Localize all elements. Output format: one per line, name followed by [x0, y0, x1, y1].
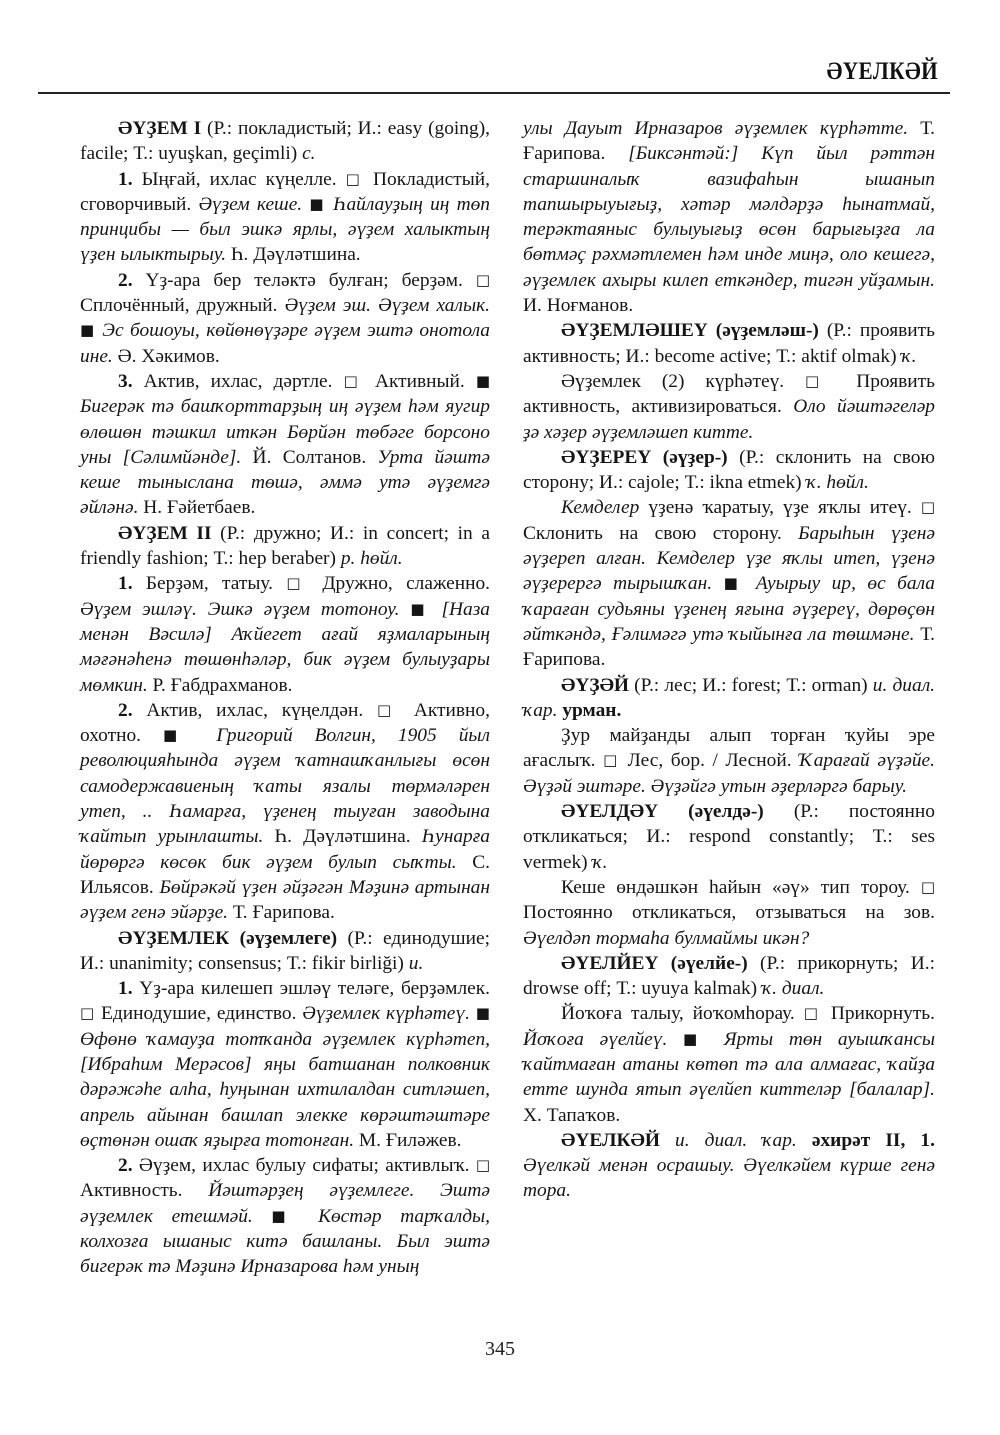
text-run: [431, 599, 442, 620]
text-run: [744, 573, 755, 594]
empty-square-icon: □: [475, 1156, 491, 1175]
example-text: Ярты төн ауышҡансы ҡайтмаған атаны көтөп тә ала алмағас, ҡайҙа етте шунда ятып әүелйеп киттеләр [балалар].: [523, 1028, 935, 1101]
headword-or-sense-number: әхирәт II, 1.: [811, 1129, 935, 1151]
dictionary-paragraph: [523, 369, 935, 445]
headword-or-sense-number: 2.: [118, 1155, 139, 1177]
column-left: [80, 116, 490, 1280]
example-text: Әүелкәй менән осрашыу. Әүелкәйем күрше генә тора.: [523, 1155, 935, 1202]
example-text: Һайлауҙың иң төп принцибы — был эшкә ярлы, әүҙем халыктың үҙен ылыктырыу.: [80, 193, 490, 266]
dictionary-paragraph: [523, 445, 935, 496]
empty-square-icon: □: [475, 270, 490, 289]
example-text: и. диал. ҡар.: [675, 1129, 797, 1151]
dictionary-paragraph: [523, 723, 935, 799]
text-run: Активно, охотно.: [80, 699, 490, 747]
text-run: [797, 1130, 812, 1151]
page-number: 345: [485, 1338, 515, 1360]
dictionary-paragraph: [523, 1128, 935, 1204]
text-run: Т. Ғарипова.: [228, 902, 335, 924]
example-text: Өфөнө ҡамауҙа тотҡанда әүҙемлек күрһәтеп, [Ибраһим Мерәсов] яңы батшанан полковник дәрәжәһе алһа, һуңынан ихтилалдан ситләшеп, апрель айынан башлап элекке көрәштәштәре өҫтөнән ошаҡ яҙырға тотонған.: [80, 1028, 490, 1151]
text-run: Р. Ғабдрахманов.: [147, 674, 293, 696]
headword-or-sense-number: ӘҮЕЛКӘЙ: [561, 1129, 676, 1151]
text-run: [708, 1029, 724, 1050]
filled-square-icon: ■: [80, 321, 96, 340]
text-run: Постоянно откликаться, отзываться на зов.: [523, 902, 935, 924]
text-run: Т. Ғарипова.: [523, 118, 935, 165]
text-run: Лес, бор. / Лесной.: [620, 750, 800, 772]
filled-square-icon: ■: [475, 1004, 490, 1023]
filled-square-icon: ■: [163, 726, 195, 745]
text-run: Дружно, слаженно.: [308, 573, 491, 595]
text-run: (Р.: покладистый; И.: easy (going), facile; Т.: uyuşkan, geçimli): [80, 118, 490, 165]
dictionary-paragraph: [80, 926, 490, 977]
example-text: Бөйрәкәй үҙен әйҙәгән Мәҙинә артынан әүҙем генә эйәрҙе.: [80, 876, 490, 924]
example-text: Урта йәштә кеше тыныслана төшә, әммә утә әүҙемгә әйләнә.: [80, 446, 490, 519]
headword-or-sense-number: 2.: [118, 269, 146, 291]
dictionary-paragraph: [523, 1001, 935, 1127]
text-run: [712, 573, 723, 594]
example-text: Әүҙемлек күрһәтеү.: [302, 1003, 470, 1025]
headword-or-sense-number: 2.: [118, 699, 147, 721]
example-text: Ауырыу ир, өс бала ҡараған судьяны үҙенең яғына әүҙереү, дөрөҫөн әйткәндә, Ғәлимәгә утә ҡыйынға ла төшмәне.: [523, 573, 935, 645]
filled-square-icon: ■: [475, 371, 490, 390]
example-text: Барыһын үҙенә әүҙереп алған. Кемделер үҙе яҡлы итеп, үҙенә әүҙерергә тырышҡан.: [523, 522, 935, 595]
text-run: (Р.: дружно; И.: in concert; in a friendly fashion; Т.: hep beraber): [80, 522, 490, 570]
text-run: Н. Ғәйетбаев.: [138, 497, 256, 519]
text-run: Әүҙем, ихлас булыу сифаты; активлыҡ.: [138, 1155, 476, 1177]
empty-square-icon: □: [286, 574, 309, 593]
text-run: Активный.: [363, 370, 476, 392]
headword-or-sense-number: ӘҮҘЕМ I: [118, 118, 208, 139]
text-run: Ҙур майҙанды алып торған ҡуйы эре ағаслыҡ.: [523, 725, 935, 772]
example-text: Бигерәк тә башҡорттарҙың иң әүҙем һәм яугир өлөшөн тәшкил иткән Бөрйән төбәге борсоно уны [Сәлимйәнде].: [80, 396, 490, 468]
example-text: ҡ. һөйл.: [806, 472, 869, 494]
empty-square-icon: □: [376, 700, 401, 719]
text-run: Һ. Дәүләтшина.: [263, 826, 422, 848]
empty-square-icon: □: [920, 877, 935, 896]
text-run: (Р.: единодушие; И.: unanimity; consensus; Т.: fikir birliği): [80, 927, 490, 974]
headword-or-sense-number: ӘҮҘЕМЛӘШЕҮ (әүҙемләш-): [561, 320, 827, 342]
text-run: Единодушие, единство.: [95, 1003, 303, 1025]
empty-square-icon: □: [805, 371, 836, 390]
example-text: р. һөйл.: [340, 548, 403, 570]
example-text: улы Дауыт Ирназаров әүҙемлек күрһәтте.: [523, 118, 909, 139]
example-text: ҡ.: [592, 851, 608, 873]
column-right: [523, 116, 935, 1204]
text-run: Үҙ-ара бер теләктә булған; берҙәм.: [145, 269, 476, 291]
filled-square-icon: ■: [309, 194, 326, 213]
dictionary-paragraph: [523, 495, 935, 672]
empty-square-icon: □: [920, 498, 935, 517]
dictionary-paragraph: [523, 673, 935, 724]
headword-or-sense-number: 1.: [118, 978, 140, 1000]
example-text: и. диал. ҡар.: [523, 674, 935, 721]
headword-or-sense-number: ӘҮЕЛДӘҮ (әүелдә-): [561, 801, 794, 823]
text-run: Әүҙемлек (2) күрһәтеү.: [561, 370, 806, 392]
text-run: Х. Тапаҡов.: [523, 1104, 621, 1126]
empty-square-icon: □: [80, 1004, 96, 1023]
empty-square-icon: □: [603, 751, 621, 770]
example-text: Йәштәрҙең әүҙемлеге. Эштә әүҙемлек етешмәй.: [80, 1180, 490, 1227]
example-text: и.: [408, 952, 424, 974]
text-run: (Р.: склонить на свою сторону; И.: cajole; Т.: ikna etmek): [523, 446, 935, 494]
headword-or-sense-number: 1.: [118, 573, 146, 595]
text-run: [299, 1206, 318, 1227]
empty-square-icon: □: [345, 169, 364, 188]
example-text: Кемделер: [561, 497, 640, 519]
text-run: (Р.: постоянно откликаться; И.: respond constantly; Т.: ses vermek): [523, 801, 935, 873]
text-run: Үҙ-ара килешеп эшләү теләге, берҙәмлек.: [139, 978, 490, 1000]
example-text: Григорий Волгин, 1905 йыл революцияһында әүҙем ҡатнашҡанлығы өсөн самодержавиеның ҡаты язалы төрмәләрен утеп, .. Һамарға, үҙенең тыуған заводына ҡайтып урынлашты.: [80, 725, 490, 848]
text-run: Ә. Хәкимов.: [112, 345, 220, 367]
dictionary-paragraph: [523, 318, 935, 369]
dictionary-paragraph: [80, 268, 490, 369]
empty-square-icon: □: [803, 1004, 822, 1023]
dictionary-paragraph: [80, 1153, 490, 1279]
text-run: М. Ғиләжев.: [354, 1129, 462, 1151]
example-text: Йоҡоға әүелйеү.: [523, 1028, 668, 1050]
example-text: с.: [302, 143, 316, 165]
empty-square-icon: □: [343, 371, 364, 390]
headword-or-sense-number: ӘҮҘЕМЛЕК (әүҙемлеге): [118, 927, 348, 949]
text-run: Покладистый, сговорчивый.: [80, 168, 490, 215]
header-rule: [38, 92, 950, 94]
example-text: Һунарға йөрөргә көсөк бик әүҙем булып сыҡты.: [80, 826, 490, 873]
headword-or-sense-number: ӘҮҘЕМ II: [118, 522, 221, 544]
text-run: үҙенә ҡаратыу, үҙе яҡлы итеү.: [639, 497, 921, 519]
text-run: Ыңғай, ихлас күңелле.: [141, 168, 346, 190]
text-run: [194, 725, 216, 746]
dictionary-paragraph: [80, 976, 490, 1153]
dictionary-paragraph: [80, 571, 490, 697]
text-run: (Р.: прикорнуть; И.: drowse off; Т.: uyuya kalmak): [523, 952, 935, 1000]
headword-or-sense-number: урман.: [562, 699, 622, 721]
text-run: Активность.: [80, 1180, 209, 1202]
headword-or-sense-number: ӘҮҘӘЙ: [561, 674, 635, 696]
text-run: [326, 194, 333, 215]
text-run: Кеше өндәшкән һайын «әү» тип тороу.: [561, 876, 921, 898]
text-run: Берҙәм, татыу.: [145, 573, 287, 595]
headword-or-sense-number: ӘҮЕЛЙЕҮ (әүелйе-): [561, 952, 761, 974]
example-text: ҡ. диал.: [761, 978, 825, 1000]
dictionary-paragraph: [523, 799, 935, 875]
filled-square-icon: ■: [723, 574, 745, 593]
text-run: С. Ильясов.: [80, 851, 490, 898]
headword-or-sense-number: 3.: [118, 370, 144, 392]
headword-or-sense-number: 1.: [118, 168, 142, 190]
text-run: Проявить активность, активизироваться.: [523, 370, 935, 418]
dictionary-paragraph: [80, 167, 490, 268]
dictionary-paragraph: [523, 951, 935, 1002]
example-text: ҡ.: [901, 345, 917, 367]
text-run: [253, 1206, 272, 1227]
text-run: Склонить на свою сторону.: [523, 522, 799, 544]
headword-or-sense-number: ӘҮҘЕРЕҮ (әүҙер-): [561, 446, 740, 468]
text-run: И. Ноғманов.: [523, 295, 634, 317]
example-text: Әүҙем эш. Әүҙем халык.: [284, 295, 491, 317]
filled-square-icon: ■: [683, 1029, 709, 1048]
example-text: Ҡарағай әүҙәйе. Әүҙәй эштәре. Әүҙәйгә утын әҙерләргә барыу.: [523, 750, 935, 797]
dictionary-paragraph: [80, 521, 490, 572]
text-run: Һ. Дәүләтшина.: [226, 244, 361, 266]
dictionary-paragraph: [80, 698, 490, 926]
example-text: [Биксәнтәй:] Күп йыл рәттән старшиналыҡ вазифаһын ышанып тапшырыуығыҙ, хәтәр мәлдәрҙә һынатмай, терәктаяныс булыуығыҙ өсөн барығыҙға ла бөтмәҫ рәхмәтлемен һәм инде миңә, оло кешегә, әүҙемлек ахыры килеп еткәндер, тигән уйҙамын.: [523, 143, 936, 291]
text-run: Й. Солтанов.: [241, 446, 378, 468]
text-run: Т. Ғарипова.: [523, 623, 935, 671]
example-text: Әүелдәп тормаһа булмаймы икән?: [523, 927, 810, 949]
text-run: Сплочённый, дружный.: [80, 295, 285, 317]
text-run: Прикорнуть.: [821, 1003, 935, 1025]
text-run: (Р.: лес; И.: forest; Т.: orman): [634, 674, 873, 696]
text-run: [399, 599, 410, 620]
text-run: [667, 1029, 683, 1050]
example-text: Әүҙем эшләү. Эшкә әүҙем тотоноу.: [80, 598, 400, 620]
example-text: Әүҙем кеше.: [198, 193, 303, 215]
text-run: (Р.: проявить активность; И.: become active; Т.: aktif olmak): [523, 320, 935, 367]
example-text: Эс бошоуы, көйөнөүҙәре әүҙем эштә онотола ине.: [80, 320, 490, 367]
running-head: ӘҮЕЛКӘЙ: [826, 58, 938, 85]
dictionary-paragraph: [523, 875, 935, 951]
example-text: Оло йәштәгеләр ҙә хәҙер әүҙемләшеп китте.: [523, 396, 935, 443]
filled-square-icon: ■: [271, 1206, 300, 1225]
dictionary-paragraph: [523, 116, 935, 318]
example-text: Көстәр тарҡалды, колхозға ышаныс китә башланы. Был эштә бигерәк тә Мәҙинә Ирназарова һәм уның: [80, 1205, 490, 1278]
dictionary-paragraph: [80, 369, 490, 521]
dictionary-paragraph: [80, 116, 490, 167]
text-run: Актив, ихлас, күңелдән.: [146, 699, 377, 721]
text-run: Актив, ихлас, дәртле.: [143, 370, 344, 392]
filled-square-icon: ■: [410, 599, 431, 618]
text-run: Йоҡоға талыу, йоҡомһорау.: [561, 1003, 804, 1025]
example-text: [Наза менән Вәсилә] Аҡйегет ағай яҙмаларының мәғәнәһенә төшөнһәләр, бик әүҙем булыуҙары мөмкин.: [80, 598, 490, 696]
